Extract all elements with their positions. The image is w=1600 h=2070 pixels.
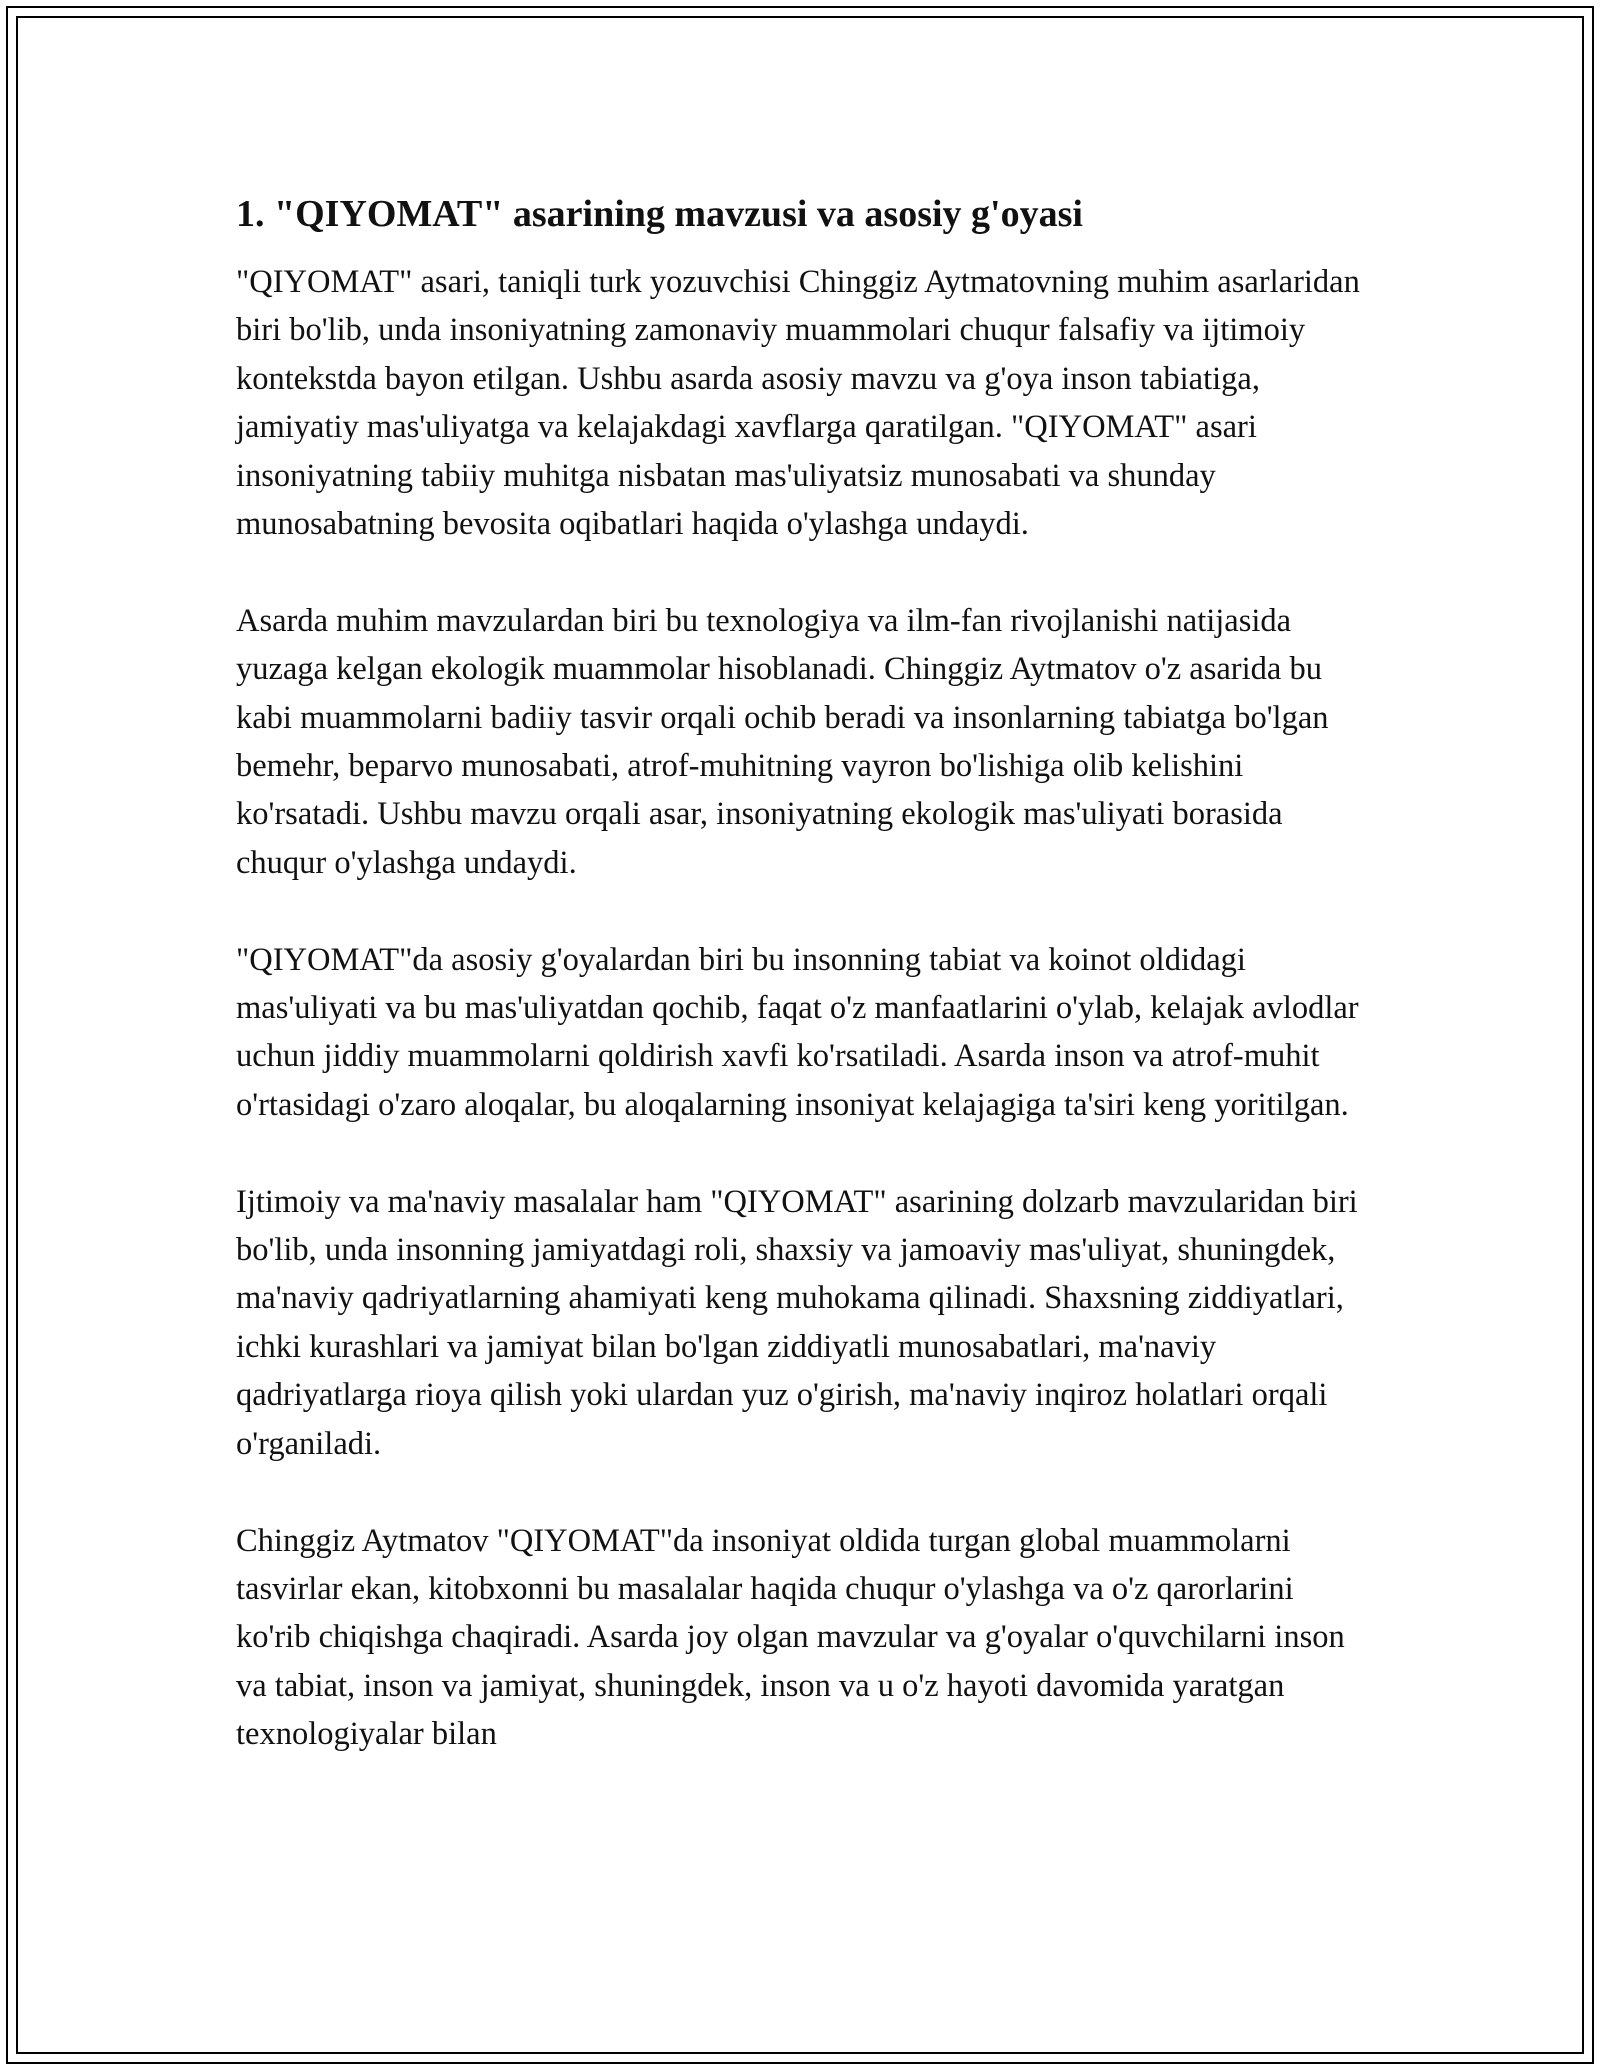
paragraph: "QIYOMAT" asari, taniqli turk yozuvchisi Chinggiz Aytmatovning muhim asarlaridan biri bo'lib, unda insoniyatning zamonaviy muammolari chuqur falsafiy va ijtimoiy kontekstda bayon etilgan. Ushbu asarda asosiy mavzu va g'oya inson tabiatiga, jamiyatiy mas'uliyatga va kelajakdagi xavflarga qaratilgan. "QIYOMAT" asari insoniyatning tabiiy muhitga nisbatan mas'uliyatsiz munosabati va shunday munosabatning bevosita oqibatlari haqida o'ylashga undaydi. [236, 264, 1360, 543]
paragraph: Asarda muhim mavzulardan biri bu texnologiya va ilm-fan rivojlanishi natijasida yuzaga kelgan ekologik muammolar hisoblanadi. Chinggiz Aytmatov o'z asarida bu kabi muammolarni badiiy tasvir orqali ochib beradi va insonlarning tabiatga bo'lgan bemehr, beparvo munosabati, atrof-muhitning vayron bo'lishiga olib kelishini ko'rsatadi. Ushbu mavzu orqali asar, insoniyatning ekologik mas'uliyati borasida chuqur o'ylashga undaydi. [236, 602, 1329, 881]
paragraph: "QIYOMAT"da asosiy g'oyalardan biri bu insonning tabiat va koinot oldidagi mas'uliyati va bu mas'uliyatdan qochib, faqat o'z manfaatlarini o'ylab, kelajak avlodlar uchun jiddiy muammolarni qoldirish xavfi ko'rsatiladi. Asarda inson va atrof-muhit o'rtasidagi o'zaro aloqalar, bu aloqalarning insoniyat kelajagiga ta'siri keng yoritilgan. [236, 941, 1359, 1123]
paragraph: Chinggiz Aytmatov "QIYOMAT"da insoniyat oldida turgan global muammolarni tasvirlar ekan, kitobxonni bu masalalar haqida chuqur o'ylashga va o'z qarorlarini ko'rib chiqishga chaqiradi. Asarda joy olgan mavzular va g'oyalar o'quvchilarni inson va tabiat, inson va jamiyat, shuningdek, inson va u o'z hayoti davomida yaratgan texnologiyalar bilan [236, 1522, 1345, 1753]
section-heading: 1. "QIYOMAT" asarining mavzusi va asosiy g'oyasi [236, 193, 1083, 235]
paragraph: Ijtimoiy va ma'naviy masalalar ham "QIYOMAT" asarining dolzarb mavzularidan biri bo'lib, unda insonning jamiyatdagi roli, shaxsiy va jamoaviy mas'uliyat, shuningdek, ma'naviy qadriyatlarning ahamiyati keng muhokama qilinadi. Shaxsning ziddiyatlari, ichki kurashlari va jamiyat bilan bo'lgan ziddiyatli munosabatlari, ma'naviy qadriyatlarga rioya qilish yoki ulardan yuz o'girish, ma'naviy inqiroz holatlari orqali o'rganiladi. [236, 1183, 1358, 1462]
document-body [236, 190, 1376, 1759]
